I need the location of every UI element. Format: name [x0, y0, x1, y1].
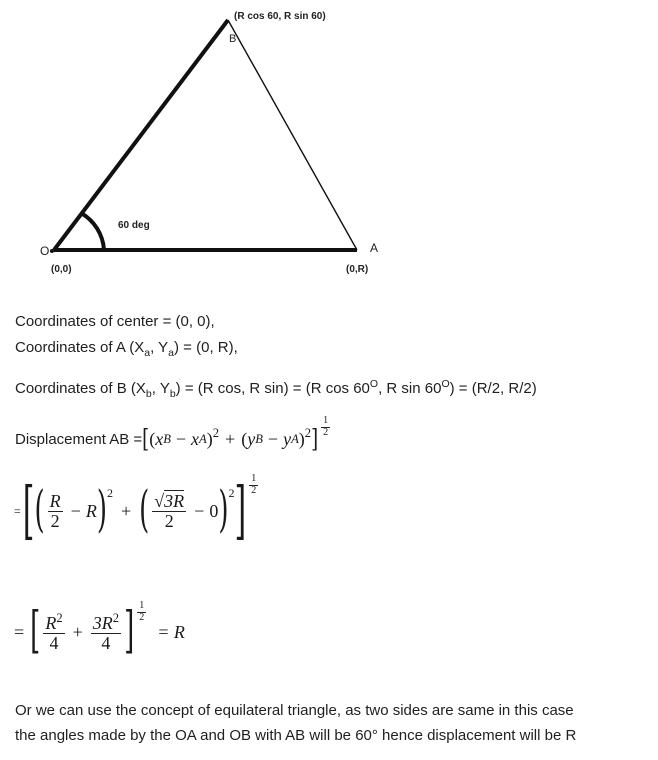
point-O	[50, 249, 54, 253]
conclusion-line-2: the angles made by the OA and OB with AB will be 60° hence displacement will be R	[15, 727, 577, 744]
a-coords-label: (0,R)	[346, 264, 369, 275]
conclusion-line-1: Or we can use the concept of equilateral triangle, as two sides are same in this case	[15, 702, 574, 719]
displacement-formula	[15, 415, 333, 454]
vertex-a-label: A	[370, 241, 379, 255]
side-BA	[228, 20, 357, 250]
o-coords-label: (0,0)	[51, 264, 72, 275]
b-coords-line: Coordinates of B ($X_b$, $Y_b) = (R$ cos, R sin) = (R $\cos 60^O$, R $\sin 60^O) = (R/2$, R/2)	[15, 378, 537, 400]
displacement-label: Displacement AB =	[15, 430, 143, 448]
vertex-b-label: B	[229, 33, 237, 45]
distance-formula: [ ( x B − x A ) $^2$ + ( y B − y A ) $^2$ ] $\frac{1}{2}$	[142, 415, 329, 454]
substitution-step: = [ ( $\frac{R}{2}$ − R ) $^2$ + ( $\frac{√3R}{2}$ − 0 ) $^2$ ] $\frac{1}{2}$	[14, 473, 257, 549]
b-coords-label: (R cos 60, R sin 60)	[234, 11, 326, 22]
vertex-o-label: O	[40, 244, 50, 258]
triangle-diagram	[0, 0, 658, 290]
a-coords-line: Coordinates of A ($X_a$, $Y_a) = (0$, R),	[15, 339, 238, 359]
center-coords-line: Coordinates of center = (0, 0),	[15, 313, 215, 330]
angle-arc	[81, 213, 104, 250]
side-OB	[54, 20, 228, 250]
result-step: = [ $\frac{R^2}{4}$ + $\frac{3R^2}{4}$ ] $\frac{1}{2}$ = R	[14, 600, 185, 661]
angle-label: 60 deg	[118, 220, 150, 231]
